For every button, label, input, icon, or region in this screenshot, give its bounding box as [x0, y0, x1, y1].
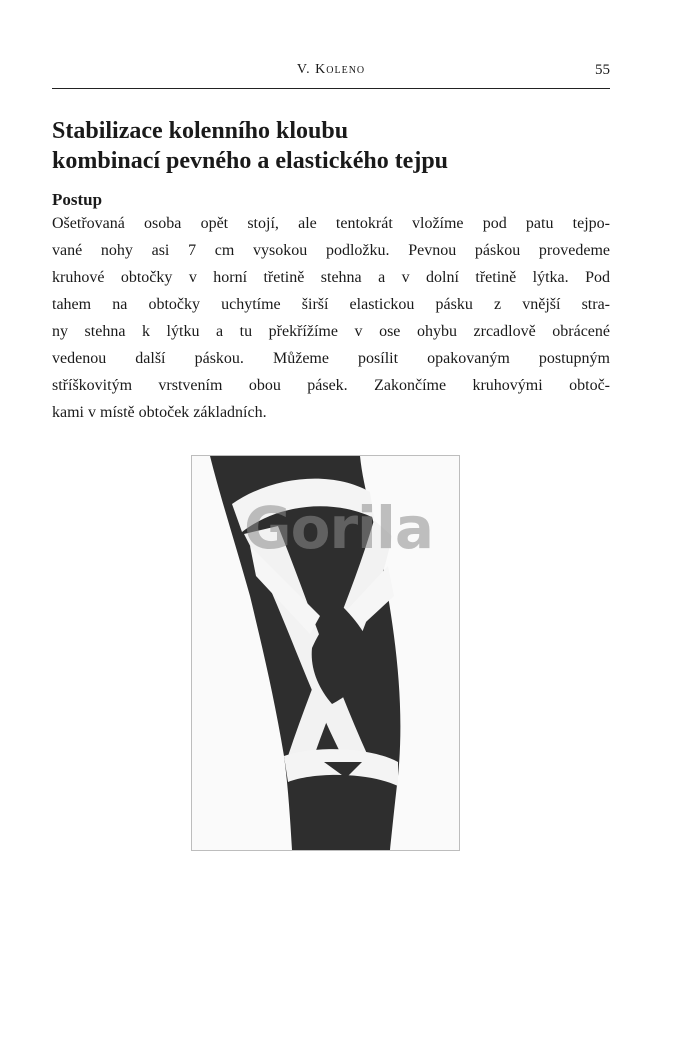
body-paragraph — [52, 210, 610, 426]
header-rule — [52, 88, 610, 89]
body-line: kruhové obtočky v horní třetině stehna a v dolní třetině lýtka. Pod — [52, 269, 610, 286]
page-number: 55 — [595, 62, 610, 78]
body-line: ny stehna k lýtku a tu překřížíme v ose ohybu zrcadlově obrácené — [52, 323, 610, 340]
chapter-title: V. Koleno — [296, 62, 366, 77]
running-head — [52, 62, 610, 84]
knee-taping-illustration — [192, 456, 459, 850]
section-heading: Postup — [52, 190, 103, 209]
body-line: vedenou další páskou. Můžeme posílit opakovaným postupným — [52, 350, 610, 367]
knee-taping-photo — [191, 455, 460, 851]
body-line: kami v místě obtoček základních. — [52, 404, 267, 421]
body-line: vané nohy asi 7 cm vysokou podložku. Pevnou páskou provedeme — [52, 242, 610, 259]
page-title — [52, 116, 612, 176]
watermark-logo: Gorila — [244, 494, 433, 562]
body-line: tahem na obtočky uchytíme širší elastickou pásku z vnější stra- — [52, 296, 610, 313]
body-line: stříškovitým vrstvením obou pásek. Zakončíme kruhovými obtoč- — [52, 377, 610, 394]
body-line: Ošetřovaná osoba opět stojí, ale tentokrát vložíme pod patu tejpo- — [52, 215, 610, 232]
page-title-line-2: kombinací pevného a elastického tejpu — [52, 148, 449, 174]
page-title-line-1: Stabilizace kolenního kloubu — [52, 118, 349, 144]
